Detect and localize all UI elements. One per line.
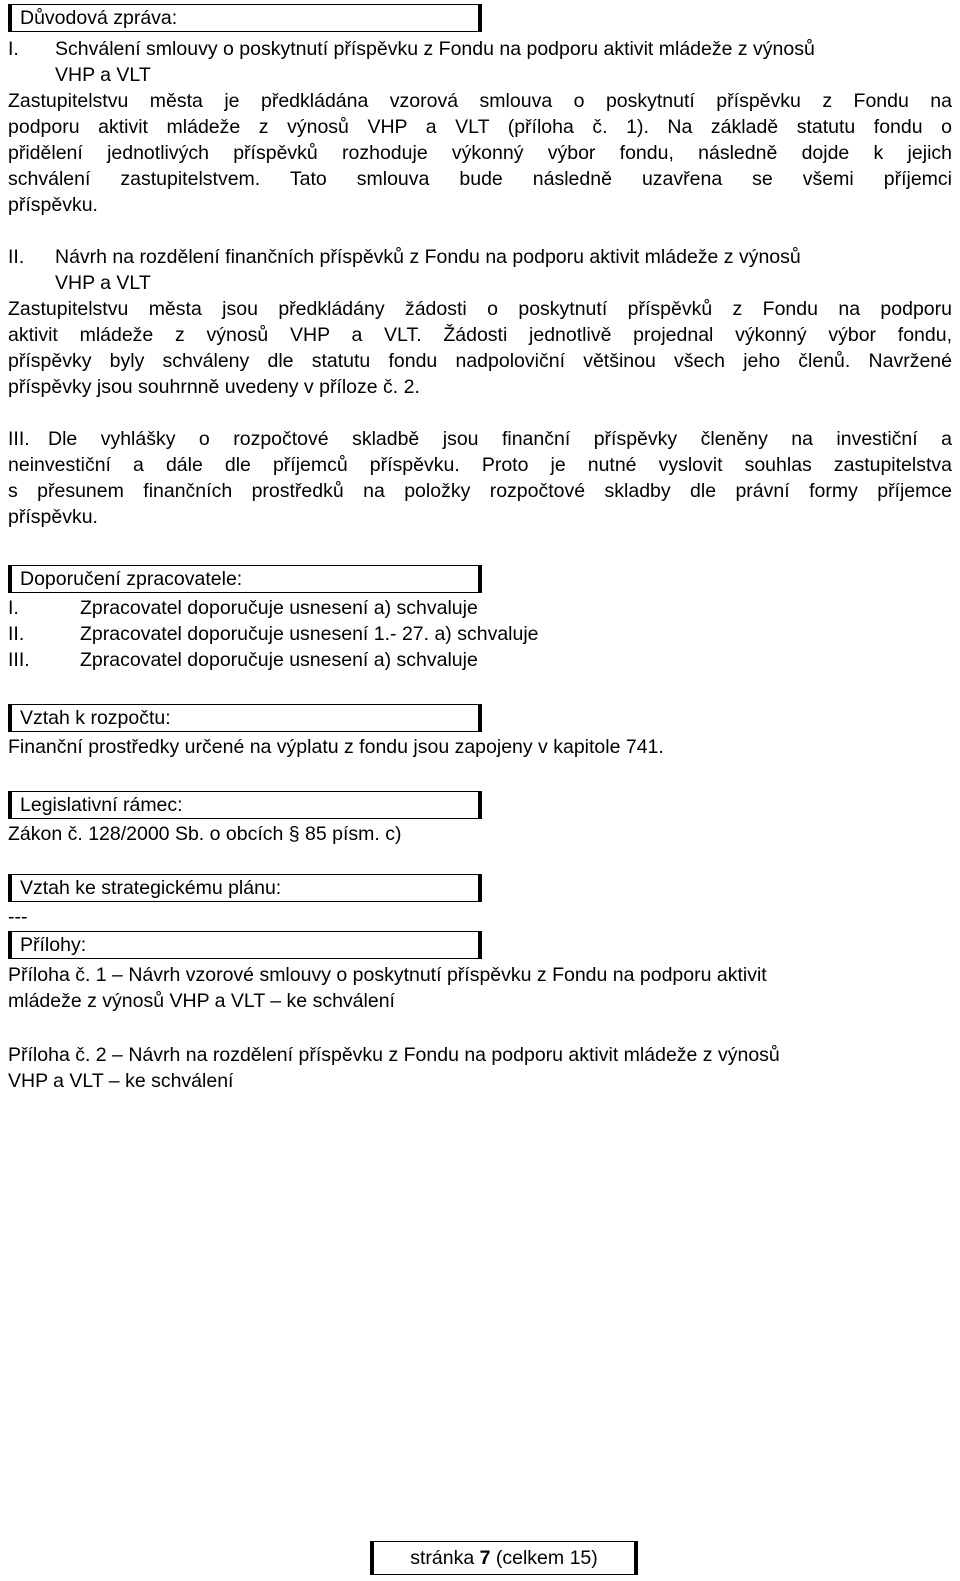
recommendation-number: II. [8,623,25,645]
paragraph-line: aktivit mládeže z výnosů VHP a VLT. Žádosti jednotlivě projednal výkonný výbor fondu, [8,324,952,346]
paragraph-line: Zastupitelstvu města je předkládána vzorová smlouva o poskytnutí příspěvku z Fondu na [8,90,952,112]
section-header-reason [8,4,482,32]
page-prefix: stránka [410,1547,480,1569]
section-header-recommendation [8,565,482,593]
section-header-label: Legislativní rámec: [20,794,183,816]
section-title: VHP a VLT [55,272,151,294]
recommendation-item: Zpracovatel doporučuje usnesení a) schvaluje [80,649,478,671]
section-title: Návrh na rozdělení finančních příspěvků z Fondu na podporu aktivit mládeže z výnosů [55,246,801,268]
paragraph-line: přidělení jednotlivých příspěvků rozhoduje výkonný výbor fondu, následně dojde k jejich [8,142,952,164]
paragraph-line: Dle vyhlášky o rozpočtové skladbě jsou finanční příspěvky členěny na investiční a [48,428,952,450]
paragraph-line: podporu aktivit mládeže z výnosů VHP a VLT (příloha č. 1). Na základě statutu fondu o [8,116,952,138]
section-header-label: Doporučení zpracovatele: [20,568,243,590]
paragraph-line: schválení zastupitelstvem. Tato smlouva bude následně uzavřena se všemi příjemci [8,168,952,190]
strategy-text: --- [8,906,28,928]
page-total: (celkem 15) [490,1547,598,1569]
attachment-item: Příloha č. 2 – Návrh na rozdělení příspěvku z Fondu na podporu aktivit mládeže z výnosů [8,1044,780,1066]
section-title: VHP a VLT [55,64,151,86]
section-header-label: Vztah k rozpočtu: [20,707,171,729]
section-number: I. [8,38,19,60]
section-header-strategy [8,874,482,902]
section-number: II. [8,246,25,268]
recommendation-item: Zpracovatel doporučuje usnesení 1.- 27. a) schvaluje [80,623,539,645]
budget-text: Finanční prostředky určené na výplatu z fondu jsou zapojeny v kapitole 741. [8,736,664,758]
paragraph-line: příspěvky jsou souhrnně uvedeny v příloze č. 2. [8,376,420,398]
section-number: III. [8,428,30,450]
section-header-attachments [8,931,482,959]
paragraph-line: příspěvky byly schváleny dle statutu fondu nadpoloviční většinou všech jeho členů. Navržené [8,350,952,372]
recommendation-number: I. [8,597,19,619]
paragraph-line: příspěvku. [8,194,98,216]
section-header-label: Přílohy: [20,934,87,956]
section-title: Schválení smlouvy o poskytnutí příspěvku z Fondu na podporu aktivit mládeže z výnosů [55,38,815,60]
paragraph-line: Zastupitelstvu města jsou předkládány žádosti o poskytnutí příspěvků z Fondu na podporu [8,298,952,320]
attachment-item: VHP a VLT – ke schválení [8,1070,234,1092]
page-number-box [370,1541,638,1575]
recommendation-item: Zpracovatel doporučuje usnesení a) schvaluje [80,597,478,619]
paragraph-line: příspěvku. [8,506,98,528]
attachment-item: Příloha č. 1 – Návrh vzorové smlouvy o poskytnutí příspěvku z Fondu na podporu aktivit [8,964,767,986]
section-header-label: Vztah ke strategickému plánu: [20,877,282,899]
section-header-budget [8,704,482,732]
attachment-item: mládeže z výnosů VHP a VLT – ke schválení [8,990,395,1012]
section-header-label: Důvodová zpráva: [20,7,178,29]
legislation-text: Zákon č. 128/2000 Sb. o obcích § 85 písm. c) [8,823,402,845]
paragraph-line: s přesunem finančních prostředků na položky rozpočtové skladby dle právní formy příjemce [8,480,952,502]
paragraph-line: neinvestiční a dále dle příjemců příspěvku. Proto je nutné vyslovit souhlas zastupitelstva [8,454,952,476]
section-header-legislation [8,791,482,819]
recommendation-number: III. [8,649,30,671]
page-current: 7 [479,1547,491,1569]
